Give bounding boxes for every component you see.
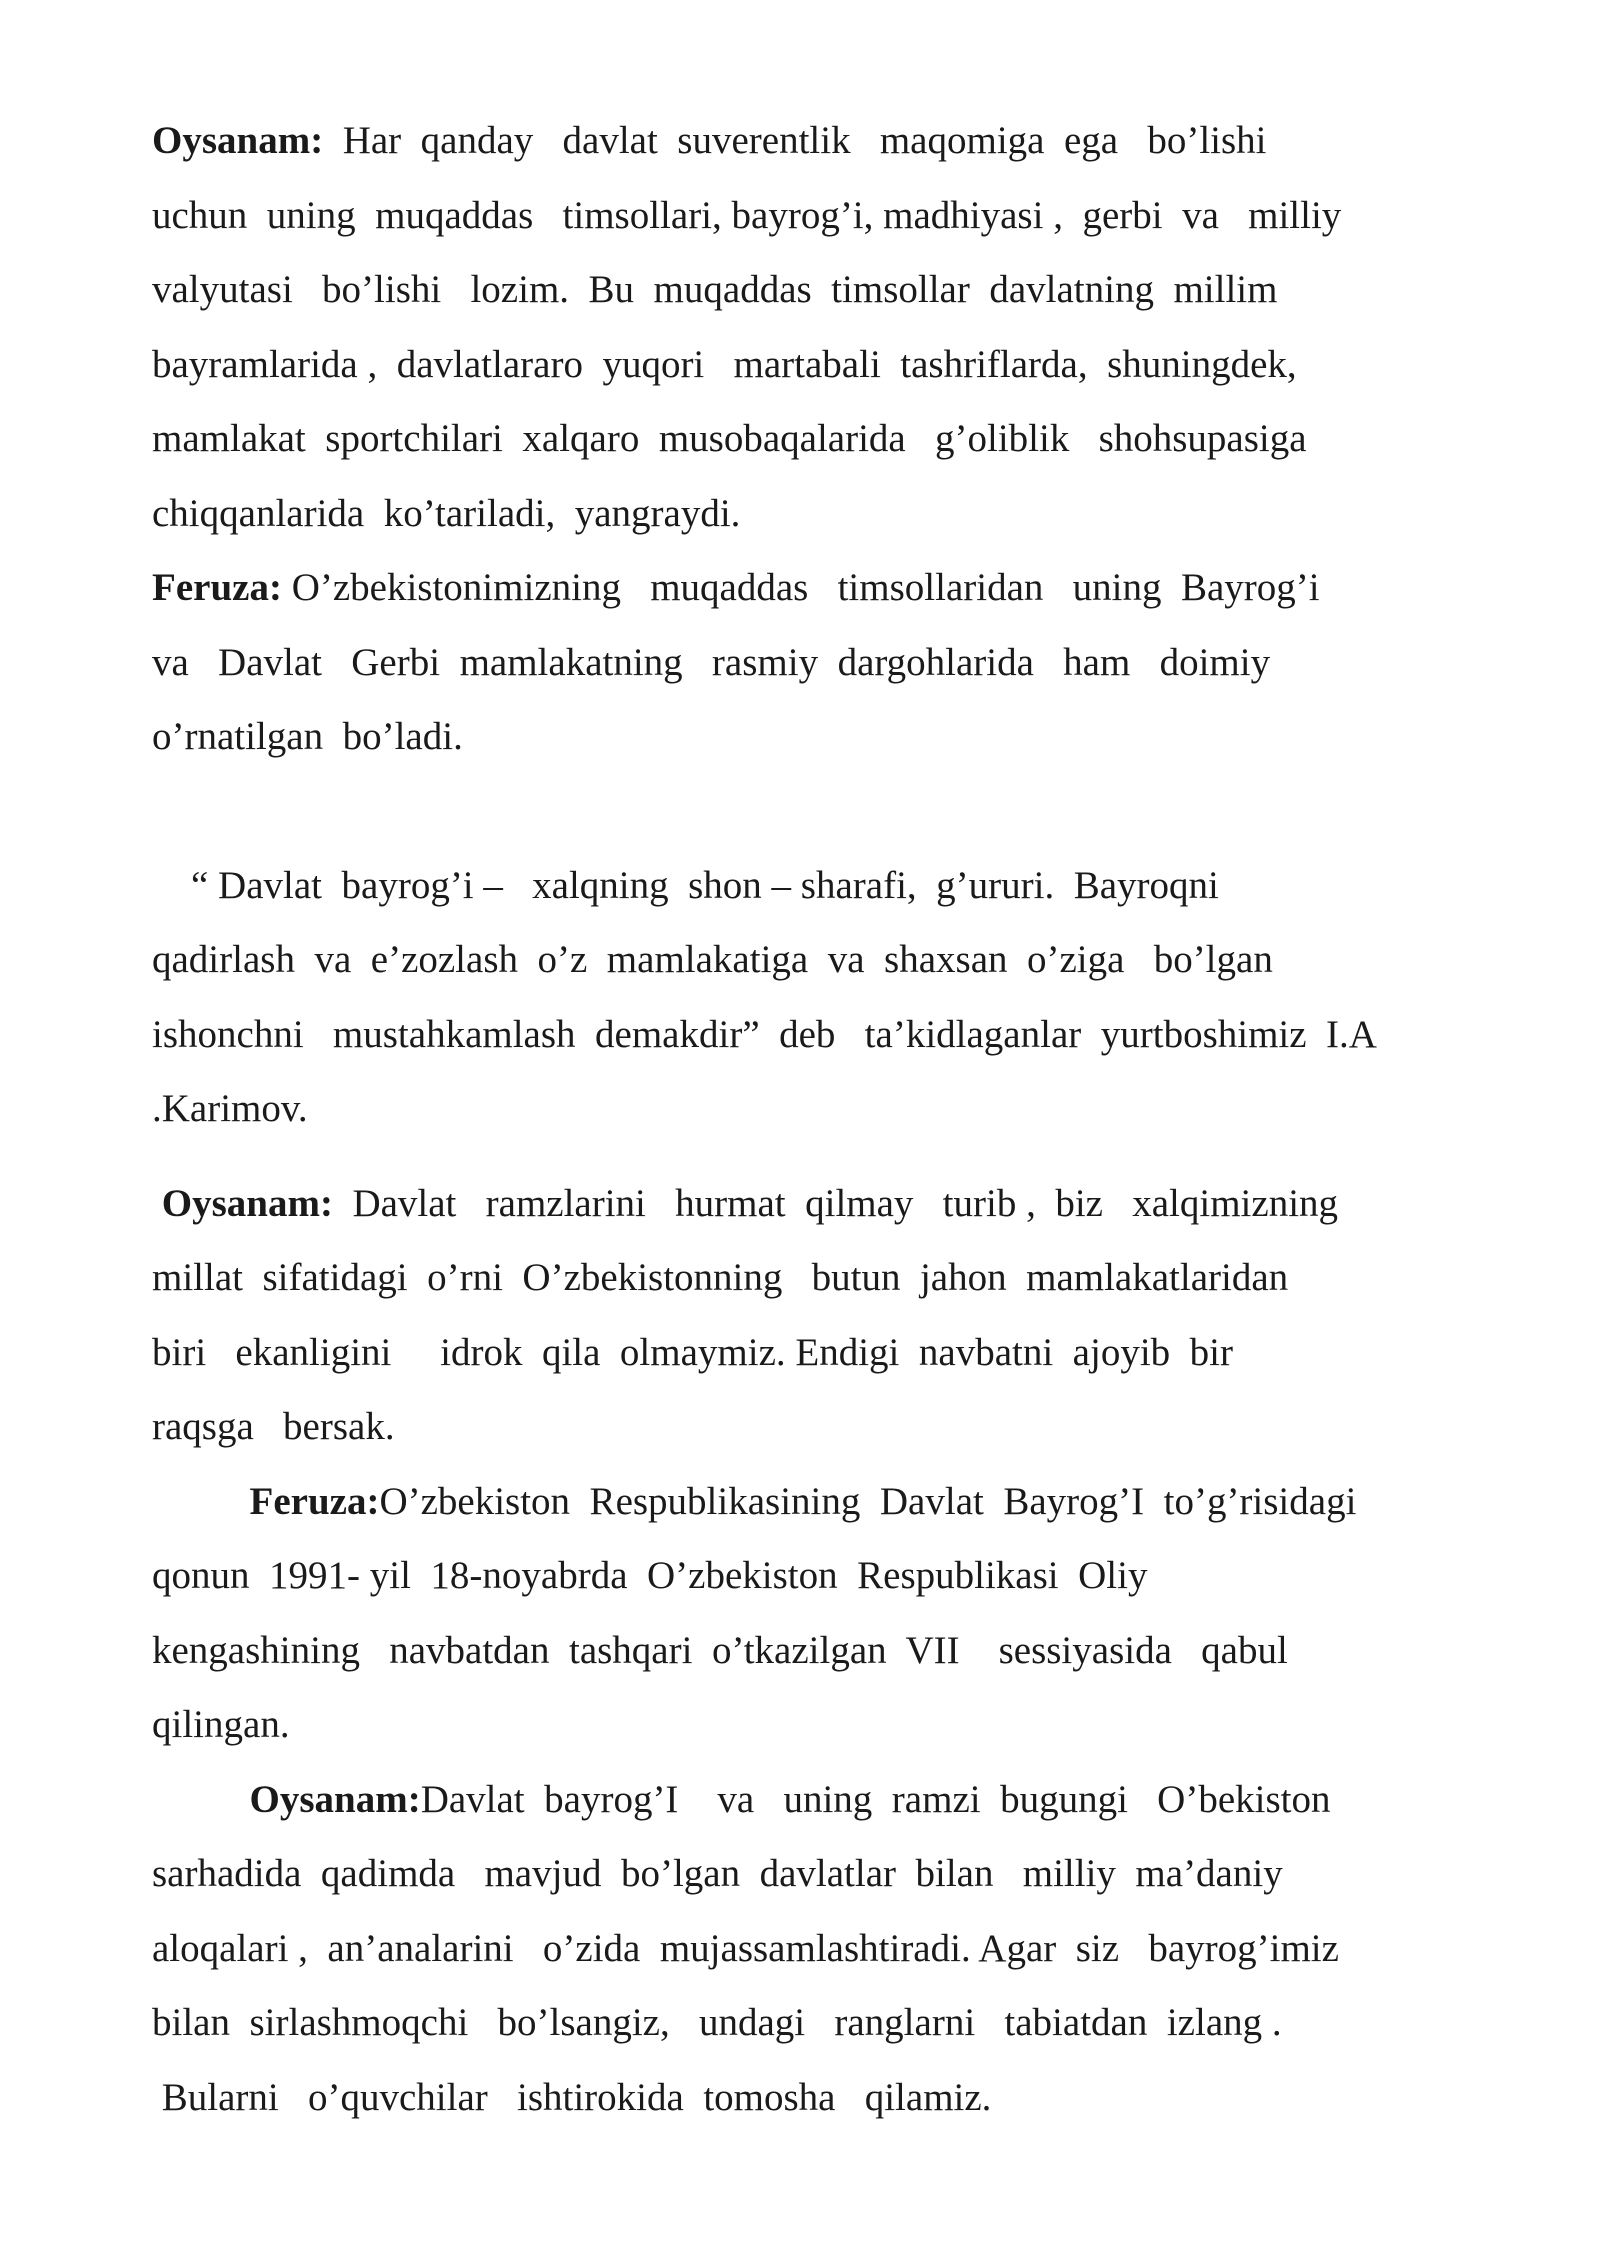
line-text: Davlat bayrog’I va uning ramzi bugungi O’bekiston — [420, 1777, 1331, 1821]
text-line: Bularni o’quvchilar ishtirokida tomosha qilamiz. — [152, 2075, 992, 2119]
text-line: qadirlash va e’zozlash o’z mamlakatiga va shaxsan o’ziga bo’lgan — [152, 938, 1273, 981]
dialogue-paragraph — [152, 1763, 1532, 2136]
dialogue-paragraph — [152, 1465, 1532, 1763]
text-line: qonun 1991- yil 18-noyabrda O’zbekiston Respublikasi Oliy — [152, 1554, 1148, 1597]
text-line: uchun uning muqaddas timsollari, bayrog’i, madhiyasi , gerbi va milliy — [152, 193, 1342, 237]
text-line — [152, 551, 1532, 626]
text-line: “ Davlat bayrog’i – xalqning shon – sharafi, g’ururi. Bayroqni — [152, 863, 1219, 907]
text-line: raqsga bersak. — [152, 1405, 395, 1448]
dialogue-paragraph — [152, 551, 1532, 775]
line-text: Davlat ramzlarini hurmat qilmay turib , biz xalqimizning — [332, 1181, 1339, 1225]
quote-paragraph — [152, 849, 1532, 1147]
text-line: ishonchni mustahkamlash demakdir” deb ta’kidlaganlar yurtboshimiz I.A — [152, 1012, 1377, 1056]
document-body — [152, 104, 1532, 2135]
text-line: aloqalari , an’analarini o’zida mujassamlashtiradi. Agar siz bayrog’imiz — [152, 1926, 1339, 1970]
text-line: biri ekanligini idrok qila olmaymiz. Endigi navbatni ajoyib bir — [152, 1330, 1233, 1374]
paragraph-spacer — [152, 775, 1532, 849]
dialogue-paragraph — [152, 1167, 1532, 1465]
text-line: va Davlat Gerbi mamlakatning rasmiy dargohlarida ham doimiy — [152, 640, 1271, 684]
text-line — [152, 1167, 1532, 1242]
speaker-name: Oysanam: — [161, 1181, 333, 1225]
text-line: millat sifatidagi o’rni O’zbekistonning butun jahon mamlakatlaridan — [152, 1256, 1289, 1299]
speaker-name: Oysanam: — [249, 1777, 421, 1821]
speaker-name: Feruza: — [249, 1479, 380, 1523]
line-text: O’zbekiston Respublikasining Davlat Bayrog’I to’g’risidagi — [379, 1479, 1357, 1523]
dialogue-paragraph — [152, 104, 1532, 551]
text-line: mamlakat sportchilari xalqaro musobaqalarida g’oliblik shohsupasiga — [152, 417, 1307, 460]
text-line — [152, 1763, 1532, 1838]
speaker-name: Feruza: — [152, 566, 282, 609]
text-line: kengashining navbatdan tashqari o’tkazilgan VII sessiyasida qabul — [152, 1628, 1288, 1672]
text-line: chiqqanlarida ko’tariladi, yangraydi. — [152, 491, 741, 535]
text-line: bilan sirlashmoqchi bo’lsangiz, undagi ranglarni tabiatdan izlang . — [152, 2001, 1282, 2044]
text-line: o’rnatilgan bo’ladi. — [152, 715, 463, 758]
paragraph-spacer — [152, 1147, 1532, 1167]
speaker-name: Oysanam: — [152, 119, 324, 162]
text-line: .Karimov. — [152, 1087, 308, 1130]
line-text: O’zbekistonimizning muqaddas timsollaridan uning Bayrog’i — [281, 566, 1320, 609]
text-line: qilingan. — [152, 1703, 290, 1746]
text-line: valyutasi bo’lishi lozim. Bu muqaddas timsollar davlatning millim — [152, 268, 1278, 311]
text-line: bayramlarida , davlatlararo yuqori martabali tashriflarda, shuningdek, — [152, 342, 1297, 386]
text-line: sarhadida qadimda mavjud bo’lgan davlatlar bilan milliy ma’daniy — [152, 1852, 1283, 1895]
line-text: Har qanday davlat suverentlik maqomiga ega bo’lishi — [323, 119, 1267, 162]
text-line — [152, 1465, 1532, 1540]
text-line — [152, 104, 1532, 179]
